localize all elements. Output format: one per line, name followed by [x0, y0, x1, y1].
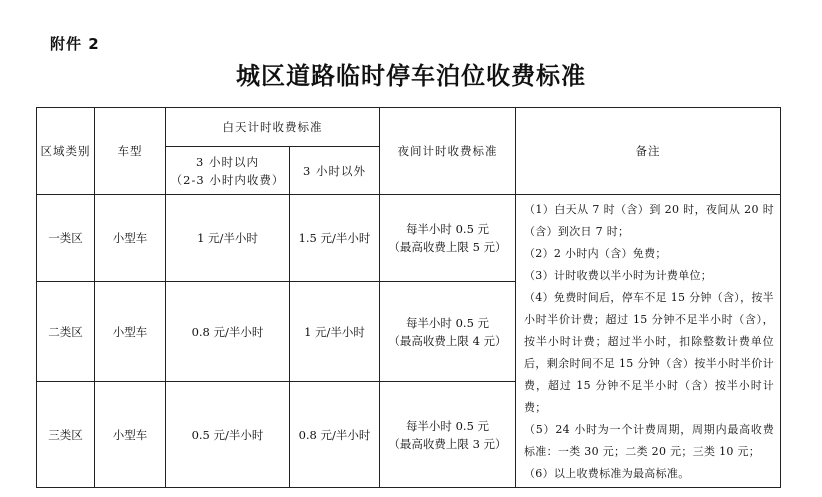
over-3h-fee-cell: 1.5 元/半小时 [290, 195, 380, 282]
night-fee-cap: （最高收费上限 3 元） [388, 436, 507, 451]
vehicle-cell: 小型车 [95, 195, 166, 282]
night-fee-rate: 每半小时 0.5 元 [405, 418, 490, 433]
within-3h-fee-cell: 0.5 元/半小时 [166, 382, 290, 488]
remark-item: （1）白天从 7 时（含）到 20 时，夜间从 20 时（含）到次日 7 时； [524, 203, 774, 238]
header-daytime-fee: 白天计时收费标准 [166, 108, 380, 147]
parking-fee-table [36, 107, 781, 488]
within-3h-fee-cell: 1 元/半小时 [166, 195, 290, 282]
vehicle-cell: 小型车 [95, 282, 166, 382]
header-over-3-hours: 3 小时以外 [290, 147, 380, 195]
over-3h-fee-cell: 0.8 元/半小时 [290, 382, 380, 488]
remark-item: （2）2 小时内（含）免费； [524, 247, 667, 260]
header-zone-type: 区域类别 [37, 108, 95, 195]
header-night-fee: 夜间计时收费标准 [380, 108, 516, 195]
remark-item: （6）以上收费标准为最高标准。 [524, 467, 690, 480]
over-3h-fee-cell: 1 元/半小时 [290, 282, 380, 382]
night-fee-cap: （最高收费上限 5 元） [388, 240, 507, 255]
header-remarks: 备注 [516, 108, 781, 195]
table-row [37, 195, 781, 282]
remark-item: （3）计时收费以半小时为计费单位； [524, 269, 713, 282]
header-within-3-hours-line1: 3 小时以内 [196, 154, 259, 169]
night-fee-cell [380, 382, 516, 488]
night-fee-rate: 每半小时 0.5 元 [405, 315, 490, 330]
zone-cell: 三类区 [37, 382, 95, 488]
remark-item: （4）免费时间后，停车不足 15 分钟（含），按半小时半价计费；超过 15 分钟不足半小时（含），按半小时计费；超过半小时，扣除整数计费单位后，剩余时间不足 15 分钟（含）按半小时半价计费，超过 15 分钟不足半小时（含）按半小时计费； [524, 291, 774, 414]
remarks-cell [516, 195, 781, 488]
night-fee-rate: 每半小时 0.5 元 [405, 222, 490, 237]
night-fee-cell [380, 282, 516, 382]
header-within-3-hours-line2: （2-3 小时内收费） [170, 172, 285, 187]
remark-item: （5）24 小时为一个计费周期，周期内最高收费标准：一类 30 元；二类 20 元；三类 10 元； [524, 423, 774, 458]
header-within-3-hours [166, 147, 290, 195]
zone-cell: 一类区 [37, 195, 95, 282]
night-fee-cap: （最高收费上限 4 元） [388, 333, 507, 348]
header-vehicle-type: 车型 [95, 108, 166, 195]
night-fee-cell [380, 195, 516, 282]
within-3h-fee-cell: 0.8 元/半小时 [166, 282, 290, 382]
vehicle-cell: 小型车 [95, 382, 166, 488]
document-title: 城区道路临时停车泊位收费标准 [236, 62, 586, 90]
zone-cell: 二类区 [37, 282, 95, 382]
attachment-label: 附件 2 [50, 35, 100, 53]
